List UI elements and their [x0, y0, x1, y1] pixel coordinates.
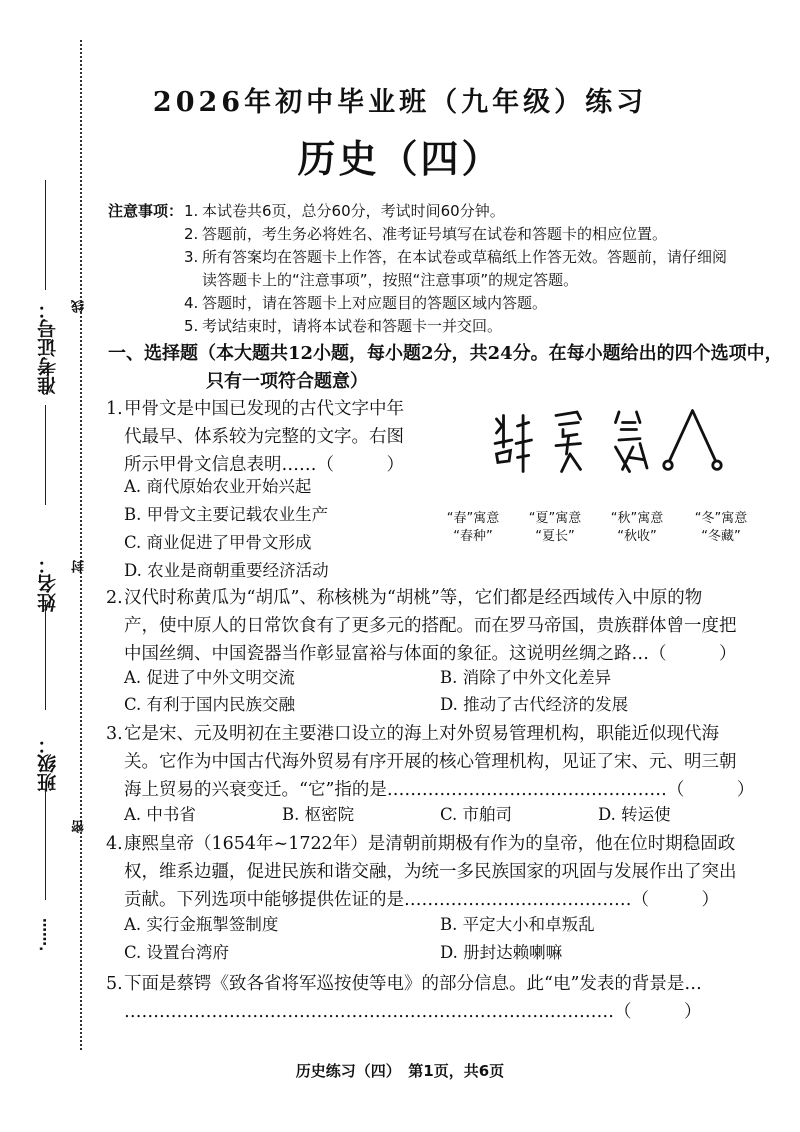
note-item: 4. 答题时，请在答题卡上对应题目的答题区域内答题。: [184, 294, 548, 312]
note-item: 1. 本试卷共6页，总分60分，考试时间60分钟。: [184, 202, 505, 220]
q1-option-d: D. 农业是商朝重要经济活动: [124, 561, 329, 580]
spring-glyph-icon: [495, 416, 531, 472]
caption-autumn: “秋”寓意 “秋收”: [610, 511, 664, 544]
q4-option-a: A. 实行金瓶掣签制度: [124, 915, 279, 934]
q1-option-b: B. 甲骨文主要记载农业生产: [124, 505, 329, 524]
q4-option-d: D. 册封达赖喇嘛: [440, 943, 563, 962]
oracle-bone-glyphs: [430, 405, 780, 510]
q2-option-a: A. 促进了中外文明交流: [124, 668, 295, 687]
page-footer: 历史练习（四） 第1页，共6页: [295, 1062, 505, 1080]
name-blank: [45, 600, 46, 710]
caption-winter: “冬”寓意 “冬藏”: [694, 511, 748, 544]
q4-option-b: B. 平定大小和卓叛乱: [440, 915, 595, 934]
exam-no-blank: [45, 180, 46, 290]
class-label: 班级：: [37, 735, 59, 792]
q4-option-c: C. 设置台湾府: [124, 943, 230, 962]
q1-option-a: A. 商代原始农业开始兴起: [124, 477, 312, 496]
question-3: 3. 它是宋、元及明初在主要港口设立的海上对外贸易管理机构，职能近似现代海 关。它作为中国古代海外贸易有序开展的核心管理机构，见证了宋、元、明三朝 海上贸易的兴衰变迁。“它”指的是…………………………………………（ ）: [106, 724, 755, 800]
question-5: 5. 下面是蔡锷《致各省将军巡按使等电》的部分信息。此“电”发表的背景是… …………………………………………………………………………（ ）: [106, 974, 702, 1022]
note-item: 2. 答题前，考生务必将姓名、准考证号填写在试卷和答题卡的相应位置。: [184, 225, 668, 243]
exam-title: 2026年初中毕业班（九年级）练习: [152, 87, 648, 118]
binding-dotted-line: [80, 40, 82, 1050]
caption-summer: “夏”寓意 “夏长”: [528, 511, 582, 544]
q2-option-c: C. 有利于国内民族交融: [124, 695, 296, 714]
notes-label: 注意事项：: [108, 202, 184, 220]
section-heading: 一、选择题（本大题共12小题，每小题2分，共24分。在每小题给出的四个选项中， 只有一项符合题意）: [108, 343, 783, 392]
summer-glyph-icon: [556, 412, 581, 472]
caption-spring: “春”寓意 “春种”: [446, 511, 500, 544]
q3-option-d: D. 转运使: [598, 805, 671, 824]
mark-seal: 封: [72, 560, 87, 573]
note-item: 5. 考试结束时，请将本试卷和答题卡一并交回。: [184, 317, 503, 335]
mark-line: 线: [72, 300, 87, 313]
notes-block: [108, 200, 778, 338]
q3-option-a: A. 中书省: [124, 805, 196, 824]
q2-option-b: B. 消除了中外文化差异: [440, 668, 612, 687]
exam-no-blank-lower: [45, 405, 46, 505]
autumn-glyph-icon: [616, 412, 648, 472]
mark-secret: 密: [72, 820, 87, 833]
q1-option-c: C. 商业促进了甲骨文形成: [124, 533, 312, 552]
q2-option-d: D. 推动了古代经济的发展: [440, 695, 629, 714]
class-blank: [45, 790, 46, 900]
question-4: 4. 康熙皇帝（1654年~1722年）是清朝前期极有作为的皇帝，他在位时期稳固政 权，维系边疆，促进民族和谐交融，为统一多民族国家的巩固与发展作出了突出 贡献。下列选项中能够提供佐证的是…………………………………（ ）: [106, 834, 737, 910]
note-item: 3. 所有答案均在答题卡上作答，在本试卷或草稿纸上作答无效。答题前，请仔细阅: [184, 248, 728, 266]
note-item-cont: 读答题卡上的“注意事项”，按照“注意事项”的规定答题。: [202, 271, 579, 289]
exam-no-label: 准考证号：: [37, 300, 59, 395]
name-label: 姓名：: [37, 555, 59, 612]
subject-title: 历史（四）: [297, 137, 503, 181]
question-2: 2. 汉代时称黄瓜为“胡瓜”、称核桃为“胡桃”等，它们都是经西域传入中原的物 产，使中原人的日常饮食有了更多元的搭配。而在罗马帝国，贵族群体曾一度把 中国丝绸、中国瓷器当作彰显富裕与体面的象征。这说明丝绸之路…（ ）: [106, 588, 737, 664]
side-dots: ·……: [34, 918, 50, 952]
q3-option-c: C. 市舶司: [440, 805, 513, 824]
winter-glyph-icon: [664, 411, 721, 470]
question-1: 1. 甲骨文是中国已发现的古代文字中年 代最早、体系较为完整的文字。右图 所示甲骨文信息表明……（ ）: [106, 399, 404, 475]
q3-option-b: B. 枢密院: [282, 805, 355, 824]
